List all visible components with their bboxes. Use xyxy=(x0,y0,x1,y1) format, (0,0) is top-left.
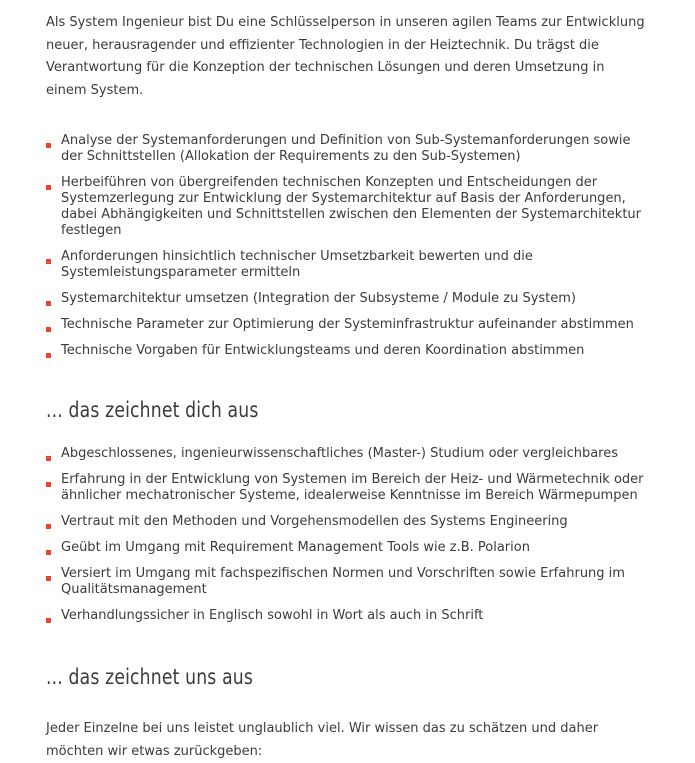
bullet-square-icon xyxy=(46,259,51,264)
list-item xyxy=(46,175,646,239)
list-item-text: Systemarchitektur umsetzen (Integration der Subsysteme / Module zu System) xyxy=(61,291,576,306)
list-item xyxy=(46,317,646,333)
bullet-square-icon xyxy=(46,327,51,332)
profile-heading: ... das zeichnet dich aus xyxy=(46,398,259,422)
list-item xyxy=(46,540,646,556)
list-item xyxy=(46,514,646,530)
bullet-square-icon xyxy=(46,524,51,529)
list-item-text: Analyse der Systemanforderungen und Definition von Sub-Systemanforderungen sowie der Schnittstellen (Allokation der Requirements zu den Sub-Systemen) xyxy=(61,133,631,164)
tasks-list xyxy=(46,133,646,359)
list-item-text: Herbeiführen von übergreifenden technischen Konzepten und Entscheidungen der Systemzerlegung zur Entwicklung der Systemarchitektur auf Basis der Anforderungen, dabei Abhängigkeiten und Schnittstellen zwischen den Elementen der Systemarchitektur festlegen xyxy=(61,175,642,238)
job-description xyxy=(46,12,646,763)
list-item xyxy=(46,446,646,462)
list-item-text: Geübt im Umgang mit Requirement Management Tools wie z.B. Polarion xyxy=(61,540,530,555)
list-item-text: Erfahrung in der Entwicklung von Systemen im Bereich der Heiz- und Wärmetechnik oder ähnlicher mechatronischer Systeme, idealerweise Kenntnisse im Bereich Wärmepumpen xyxy=(61,472,644,503)
offer-heading: ... das zeichnet uns aus xyxy=(46,665,254,689)
list-item-text: Vertraut mit den Methoden und Vorgehensmodellen des Systems Engineering xyxy=(61,514,568,529)
list-item-text: Anforderungen hinsichtlich technischer Umsetzbarkeit bewerten und die Systemleistungsparameter ermitteln xyxy=(61,249,533,280)
list-item xyxy=(46,608,646,624)
list-item-text: Versiert im Umgang mit fachspezifischen Normen und Vorschriften sowie Erfahrung im Qualitätsmanagement xyxy=(61,566,625,597)
bullet-square-icon xyxy=(46,143,51,148)
offer-intro-paragraph: Jeder Einzelne bei uns leistet unglaublich viel. Wir wissen das zu schätzen und daher möchten wir etwas zurückgeben: xyxy=(46,721,599,759)
bullet-square-icon xyxy=(46,576,51,581)
list-item-text: Technische Vorgaben für Entwicklungsteams und deren Koordination abstimmen xyxy=(61,343,585,358)
list-item-text: Verhandlungssicher in Englisch sowohl in Wort als auch in Schrift xyxy=(61,608,484,623)
list-item xyxy=(46,249,646,281)
bullet-square-icon xyxy=(46,618,51,623)
list-item-text: Technische Parameter zur Optimierung der Systeminfrastruktur aufeinander abstimmen xyxy=(61,317,634,332)
intro-paragraph: Als System Ingenieur bist Du eine Schlüsselperson in unseren agilen Teams zur Entwicklung neuer, herausragender und effizienter Technologien in der Heiztechnik. Du trägst die Verantwortung für die Konzeption der technischen Lösungen und deren Umsetzung in einem System. xyxy=(46,15,645,98)
list-item xyxy=(46,291,646,307)
bullet-square-icon xyxy=(46,482,51,487)
list-item xyxy=(46,133,646,165)
list-item-text: Abgeschlossenes, ingenieurwissenschaftliches (Master-) Studium oder vergleichbares xyxy=(61,446,619,461)
bullet-square-icon xyxy=(46,550,51,555)
list-item xyxy=(46,472,646,504)
bullet-square-icon xyxy=(46,301,51,306)
list-item xyxy=(46,566,646,598)
bullet-square-icon xyxy=(46,353,51,358)
profile-list xyxy=(46,446,646,624)
bullet-square-icon xyxy=(46,456,51,461)
bullet-square-icon xyxy=(46,185,51,190)
list-item xyxy=(46,343,646,359)
